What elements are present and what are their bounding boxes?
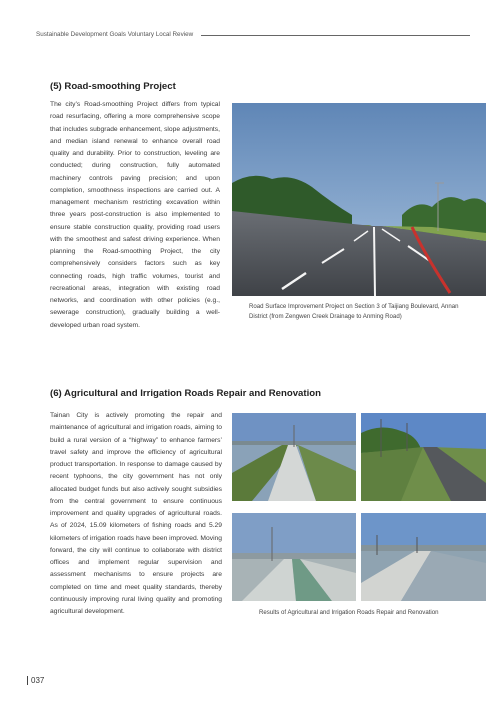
agricultural-photos-caption: Results of Agricultural and Irrigation Roads Repair and Renovation xyxy=(259,609,439,616)
road-photo-caption: Road Surface Improvement Project on Section 3 of Taijiang Boulevard, Annan District (from Zengwen Creek Drainage to Anming Road) xyxy=(249,303,459,320)
irrigation-channel-photo xyxy=(232,513,356,601)
page-number-bar xyxy=(27,676,28,685)
agricultural-road-photo-2 xyxy=(361,413,486,501)
section-heading-road-smoothing: (5) Road-smoothing Project xyxy=(50,81,176,92)
agricultural-road-photo-1 xyxy=(232,413,356,501)
agricultural-roads-body: Tainan City is actively promoting the repair and maintenance of agricultural and irrigation roads, aiming to build a rural version of a “highway” to enhance farmers’ travel safety and improve the efficiency of agricultural product transportation. In response to damage caused by recent typhoons, the city government has not only allocated budget funds but also actively sought subsidies from the central government to ensure continuous improvement and quality upgrades of agricultural roads. As of 2024, 15.09 kilometers of fishing roads and 5.29 kilometers of irrigation roads have been improved. Moving forward, the city will continue to collaborate with district offices and implement regular supervision and assessment mechanisms to ensure projects are completed on time and meet quality standards, thereby continuously improving rural living quality and promoting agricultural development. xyxy=(50,412,222,615)
agricultural-road-photo-3 xyxy=(361,513,486,601)
road-smoothing-body: The city’s Road-smoothing Project differs from typical road resurfacing, offering a more comprehensive scope that includes subgrade enhancement, slope adjustments, and median island renewal to enhance overall road quality and durability. Prior to construction, leveling are conducted; during construction, fully automated machinery controls paving precision; and upon completion, smoothness inspections are carried out. A management mechanism restricting excavation within three years post-construction is also implemented to ensure stable construction quality, providing road users with the smoothest and safest driving experience. When planning the Road-smoothing Project, the city comprehensively considers factors such as key connecting roads, high traffic volumes, tourist and recreational areas, integration with existing road networks, and coordination with other policies (e.g., sewerage construction), gradually building a well-developed urban road system. xyxy=(50,101,220,329)
header-rule xyxy=(201,35,470,36)
section-heading-agricultural-roads: (6) Agricultural and Irrigation Roads Repair and Renovation xyxy=(50,388,321,399)
road-surface-photo xyxy=(232,103,486,296)
page-number: 037 xyxy=(31,676,45,685)
running-header: Sustainable Development Goals Voluntary Local Review xyxy=(36,31,194,38)
